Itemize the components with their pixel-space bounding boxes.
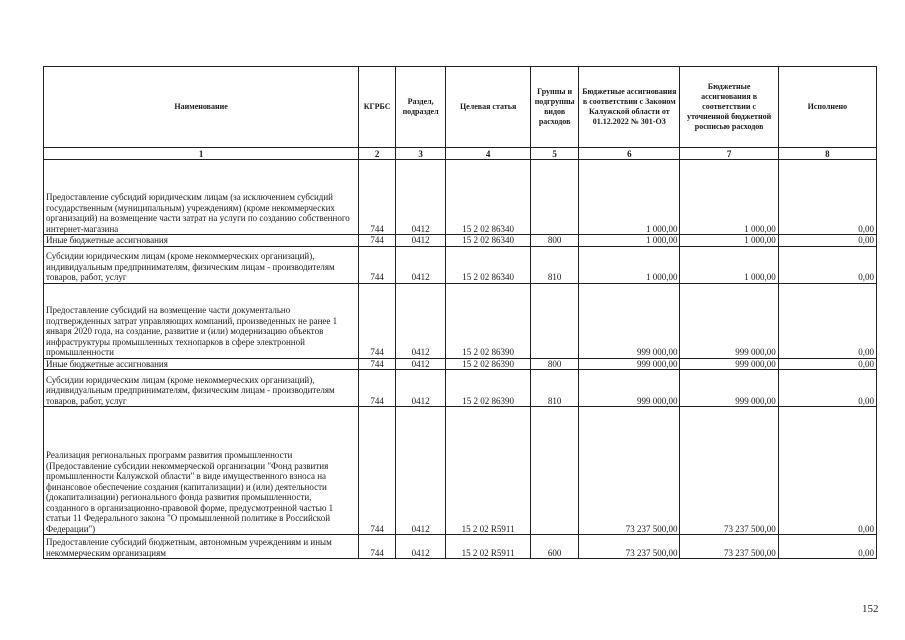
row-name: Предоставление субсидий бюджетным, автономным учреждениям и иным некоммерческим организациям [44, 535, 359, 559]
row-law-amount: 1 000,00 [579, 246, 680, 283]
header-kgrbs: КГРБС [359, 67, 396, 148]
row-executed-amount: 0,00 [778, 535, 876, 559]
header-law-allocations: Бюджетные ассигнования в соответствии с Законом Калужской области от 01.12.2022 № 301-ОЗ [579, 67, 680, 148]
row-expense-group [531, 407, 579, 535]
row-kgrbs: 744 [359, 370, 396, 407]
row-law-amount: 73 237 500,00 [579, 535, 680, 559]
header-roster-allocations: Бюджетные ассигнования в соответствии с уточненной бюджетной росписью расходов [680, 67, 778, 148]
table-row [44, 358, 877, 370]
row-expense-group: 800 [531, 358, 579, 370]
row-razdel: 0412 [396, 160, 446, 235]
row-kgrbs: 744 [359, 358, 396, 370]
row-kgrbs: 744 [359, 235, 396, 247]
row-roster-amount: 1 000,00 [680, 246, 778, 283]
row-executed-amount: 0,00 [778, 246, 876, 283]
row-kgrbs: 744 [359, 283, 396, 358]
budget-table [43, 66, 877, 559]
row-target-article: 15 2 02 86390 [446, 370, 531, 407]
row-target-article: 15 2 02 R5911 [446, 535, 531, 559]
colnum-2: 2 [359, 148, 396, 160]
row-executed-amount: 0,00 [778, 235, 876, 247]
header-razdel: Раздел, подраздел [396, 67, 446, 148]
row-razdel: 0412 [396, 246, 446, 283]
row-target-article: 15 2 02 86390 [446, 283, 531, 358]
header-target-article: Целевая статья [446, 67, 531, 148]
row-expense-group [531, 160, 579, 235]
row-executed-amount: 0,00 [778, 160, 876, 235]
colnum-4: 4 [446, 148, 531, 160]
row-kgrbs: 744 [359, 246, 396, 283]
row-law-amount: 999 000,00 [579, 358, 680, 370]
row-expense-group [531, 283, 579, 358]
row-executed-amount: 0,00 [778, 358, 876, 370]
row-expense-group: 810 [531, 246, 579, 283]
table-row [44, 235, 877, 247]
row-kgrbs: 744 [359, 160, 396, 235]
row-executed-amount: 0,00 [778, 370, 876, 407]
row-razdel: 0412 [396, 535, 446, 559]
row-razdel: 0412 [396, 235, 446, 247]
row-expense-group: 810 [531, 370, 579, 407]
row-kgrbs: 744 [359, 407, 396, 535]
colnum-3: 3 [396, 148, 446, 160]
header-executed: Исполнено [778, 67, 876, 148]
row-law-amount: 999 000,00 [579, 283, 680, 358]
row-law-amount: 73 237 500,00 [579, 407, 680, 535]
column-number-row [44, 148, 877, 160]
row-name: Субсидии юридическим лицам (кроме некоммерческих организаций), индивидуальным предпринимателям, физическим лицам - производителям товаров, работ, услуг [44, 246, 359, 283]
row-target-article: 15 2 02 86390 [446, 358, 531, 370]
row-executed-amount: 0,00 [778, 407, 876, 535]
header-name: Наименование [44, 67, 359, 148]
row-kgrbs: 744 [359, 535, 396, 559]
colnum-6: 6 [579, 148, 680, 160]
row-roster-amount: 73 237 500,00 [680, 535, 778, 559]
row-razdel: 0412 [396, 358, 446, 370]
budget-table-container [43, 66, 877, 559]
table-row [44, 370, 877, 407]
row-roster-amount: 73 237 500,00 [680, 407, 778, 535]
row-roster-amount: 1 000,00 [680, 235, 778, 247]
row-law-amount: 999 000,00 [579, 370, 680, 407]
row-target-article: 15 2 02 R5911 [446, 407, 531, 535]
row-expense-group: 800 [531, 235, 579, 247]
table-row [44, 283, 877, 358]
colnum-7: 7 [680, 148, 778, 160]
row-name: Субсидии юридическим лицам (кроме некоммерческих организаций), индивидуальным предпринимателям, физическим лицам - производителям товаров, работ, услуг [44, 370, 359, 407]
row-razdel: 0412 [396, 370, 446, 407]
colnum-8: 8 [778, 148, 876, 160]
row-target-article: 15 2 02 86340 [446, 235, 531, 247]
header-row [44, 67, 877, 148]
row-name: Реализация региональных программ развития промышленности (Предоставление субсидии некоммерческой организации "Фонд развития промышленности Калужской области" в виде имущественного взноса на финансовое обеспечение создания (капитализации) и (или) деятельности (докапитализации) регионального фонда развития промышленности, созданного в организационно-правовой форме, предусмотренной частью 1 статьи 11 Федерального закона "О промышленной политике в Российской Федерации") [44, 407, 359, 535]
colnum-1: 1 [44, 148, 359, 160]
row-expense-group: 600 [531, 535, 579, 559]
row-law-amount: 1 000,00 [579, 235, 680, 247]
row-target-article: 15 2 02 86340 [446, 246, 531, 283]
header-expense-groups: Группы и подгруппы видов расходов [531, 67, 579, 148]
table-row [44, 535, 877, 559]
row-name: Предоставление субсидий юридическим лицам (за исключением субсидий государственным (муниципальным) учреждениям) (кроме некоммерческих организаций) на возмещение части затрат на услуги по созданию собственного интернет-магазина [44, 160, 359, 235]
page-number: 152 [862, 603, 879, 615]
row-roster-amount: 999 000,00 [680, 358, 778, 370]
table-row [44, 407, 877, 535]
table-row [44, 246, 877, 283]
row-target-article: 15 2 02 86340 [446, 160, 531, 235]
row-roster-amount: 1 000,00 [680, 160, 778, 235]
row-name: Иные бюджетные ассигнования [44, 358, 359, 370]
row-executed-amount: 0,00 [778, 283, 876, 358]
table-row [44, 160, 877, 235]
row-roster-amount: 999 000,00 [680, 370, 778, 407]
colnum-5: 5 [531, 148, 579, 160]
row-name: Предоставление субсидий на возмещение части документально подтвержденных затрат управляющих компаний, произведенных не ранее 1 января 2020 года, на создание, развитие и (или) модернизацию объектов инфраструктуры промышленных технопарков в сфере электронной промышленности [44, 283, 359, 358]
row-razdel: 0412 [396, 407, 446, 535]
row-roster-amount: 999 000,00 [680, 283, 778, 358]
row-razdel: 0412 [396, 283, 446, 358]
row-law-amount: 1 000,00 [579, 160, 680, 235]
row-name: Иные бюджетные ассигнования [44, 235, 359, 247]
